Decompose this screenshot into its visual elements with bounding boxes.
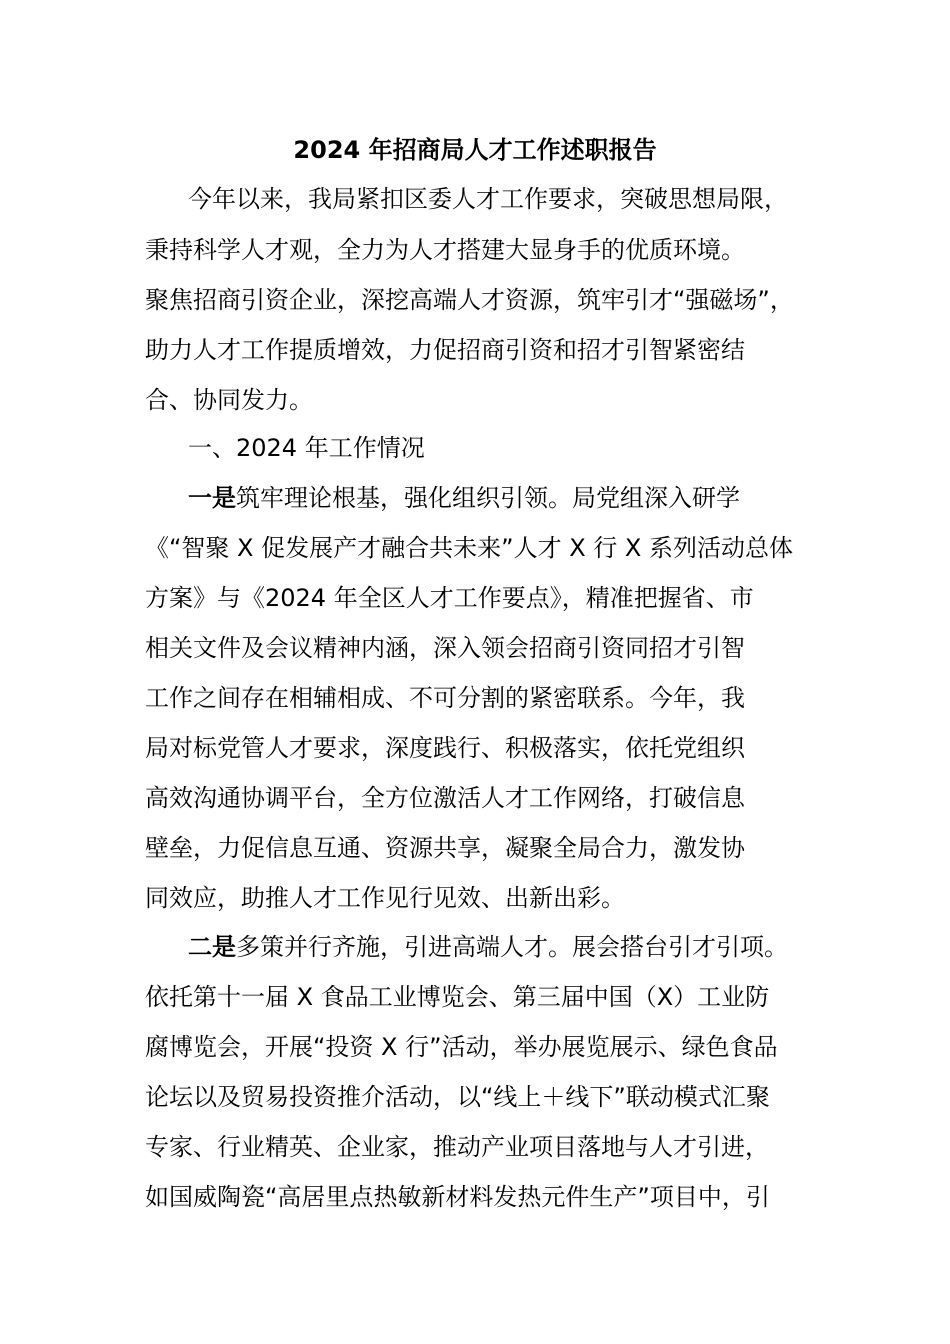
paragraph-line: 聚焦招商引资企业，深挖高端人才资源，筑牢引才“强磁场”， xyxy=(145,286,794,314)
paragraph-line xyxy=(188,481,740,515)
paragraph-text: 筑牢理论根基，强化组织引领。局党组深入研学 xyxy=(236,484,740,512)
paragraph-line: 合、协同发力。 xyxy=(145,386,313,414)
paragraph-line: 局对标党管人才要求，深度践行、积极落实，依托党组织 xyxy=(145,734,745,762)
paragraph-line: 依托第十一届 X 食品工业博览会、第三届中国（X）工业防 xyxy=(145,983,770,1011)
paragraph-line: 同效应，助推人才工作见行见效、出新出彩。 xyxy=(145,884,625,912)
paragraph-line: 工作之间存在相辅相成、不可分割的紧密联系。今年，我 xyxy=(145,684,745,712)
paragraph-line: 壁垒，力促信息互通、资源共享，凝聚全局合力，激发协 xyxy=(145,834,745,862)
paragraph-line: 论坛以及贸易投资推介活动，以“线上＋线下”联动模式汇聚 xyxy=(145,1083,770,1111)
paragraph-line: 专家、行业精英、企业家，推动产业项目落地与人才引进， xyxy=(145,1133,769,1161)
paragraph-line: 秉持科学人才观，全力为人才搭建大显身手的优质环境。 xyxy=(145,236,745,264)
paragraph-line: 高效沟通协调平台，全方位激活人才工作网络，打破信息 xyxy=(145,784,745,812)
paragraph-line: 相关文件及会议精神内涵，深入领会招商引资同招才引智 xyxy=(145,634,745,662)
paragraph-line: 助力人才工作提质增效，力促招商引资和招才引智紧密结 xyxy=(145,336,745,364)
paragraph-line: 腐博览会，开展“投资 X 行”活动，举办展览展示、绿色食品 xyxy=(145,1033,778,1061)
document-title: 2024 年招商局人才工作述职报告 xyxy=(293,136,657,164)
paragraph-line xyxy=(188,930,788,964)
paragraph-line: 今年以来，我局紧扣区委人才工作要求，突破思想局限， xyxy=(188,185,788,213)
paragraph-line: 《“智聚 X 促发展产才融合共未来”人才 X 行 X 系列活动总体 xyxy=(145,534,793,562)
section-heading: 一、2024 年工作情况 xyxy=(188,434,425,462)
paragraph-text: 多策并行齐施，引进高端人才。展会搭台引才引项。 xyxy=(236,933,788,961)
lead-label-two: 二是 xyxy=(188,933,236,961)
lead-label-one: 一是 xyxy=(188,484,236,512)
paragraph-line: 如国威陶瓷“高居里点热敏新材料发热元件生产”项目中，引 xyxy=(145,1183,770,1211)
paragraph-line: 方案》与《2024 年全区人才工作要点》，精准把握省、市 xyxy=(145,584,754,612)
